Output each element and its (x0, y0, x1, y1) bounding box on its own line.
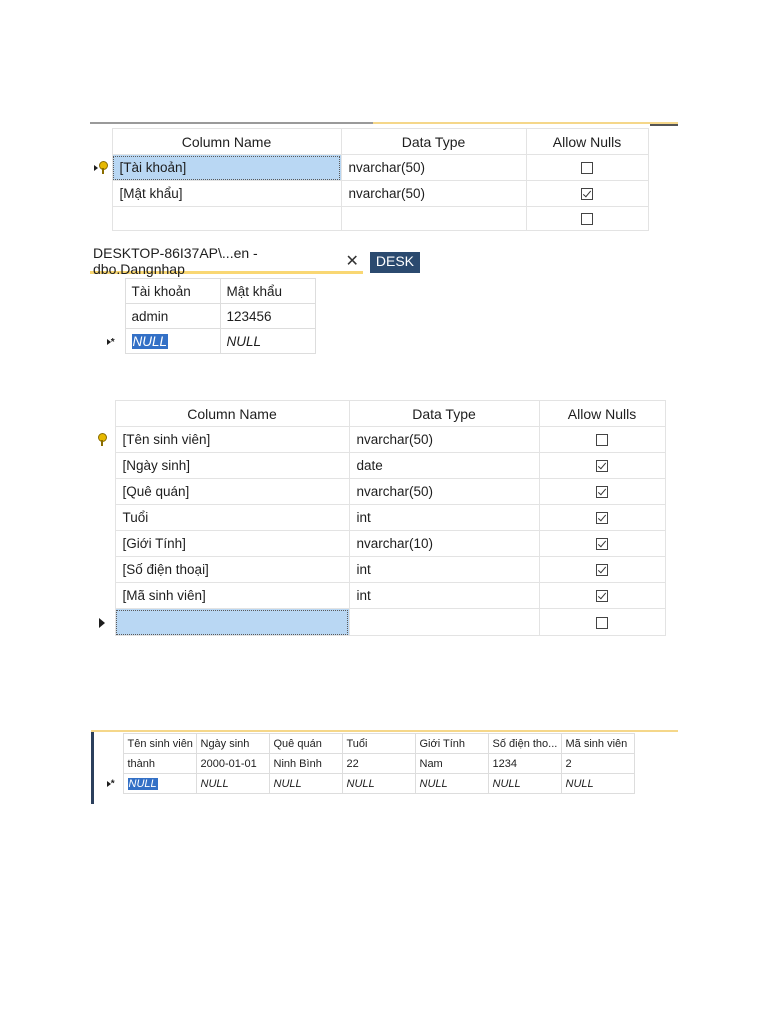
row-selector[interactable] (90, 453, 115, 479)
column-name-cell[interactable]: [Quê quán] (115, 479, 349, 505)
table-row[interactable] (90, 427, 665, 453)
data-type-cell[interactable]: date (349, 453, 539, 479)
row-selector[interactable] (90, 181, 112, 207)
allow-nulls-checkbox[interactable] (581, 213, 593, 225)
column-name-cell[interactable]: [Số điện thoại] (115, 557, 349, 583)
table-row[interactable] (90, 207, 648, 231)
student-data-grid (94, 733, 635, 794)
table-cell[interactable]: 22 (342, 754, 415, 774)
new-row-star-icon: * (110, 336, 114, 348)
document-tab-strip (90, 244, 420, 277)
grid-top-edge-accent (91, 730, 678, 732)
row-selector[interactable] (90, 304, 125, 329)
new-row[interactable] (90, 609, 665, 636)
column-name-header: Column Name (115, 401, 349, 427)
allow-nulls-cell[interactable] (539, 479, 665, 505)
table-row[interactable] (90, 557, 665, 583)
table-row[interactable] (90, 453, 665, 479)
row-selector[interactable] (90, 505, 115, 531)
allow-nulls-cell[interactable] (539, 583, 665, 609)
row-selector-header (90, 129, 112, 155)
row-selector[interactable] (90, 329, 125, 354)
table-cell[interactable]: 1234 (488, 754, 561, 774)
table-row[interactable] (90, 505, 665, 531)
grid-top-edge (90, 122, 373, 124)
column-name-cell[interactable]: Tuổi (115, 505, 349, 531)
allow-nulls-header: Allow Nulls (526, 129, 648, 155)
allow-nulls-checkbox[interactable] (596, 538, 608, 550)
allow-nulls-checkbox[interactable] (596, 512, 608, 524)
data-type-cell[interactable]: nvarchar(50) (341, 155, 526, 181)
data-type-cell[interactable]: int (349, 557, 539, 583)
column-header[interactable]: Tên sinh viên (123, 734, 196, 754)
table-cell[interactable]: NULL (269, 774, 342, 794)
data-type-cell[interactable]: int (349, 505, 539, 531)
student-design-grid (90, 400, 666, 636)
allow-nulls-cell[interactable] (539, 453, 665, 479)
row-selector[interactable] (90, 609, 115, 636)
row-selector[interactable] (90, 427, 115, 453)
table-row[interactable] (90, 531, 665, 557)
column-name-cell[interactable] (112, 207, 341, 231)
table-cell[interactable]: NULL (125, 329, 220, 354)
row-selector-header (90, 401, 115, 427)
row-selector[interactable] (90, 583, 115, 609)
table-row[interactable] (94, 754, 634, 774)
design-table (90, 400, 666, 636)
allow-nulls-checkbox[interactable] (596, 590, 608, 602)
allow-nulls-cell[interactable] (539, 557, 665, 583)
table-cell[interactable]: 2000-01-01 (196, 754, 269, 774)
row-selector[interactable] (90, 207, 112, 231)
allow-nulls-checkbox[interactable] (581, 188, 593, 200)
login-design-grid (90, 128, 649, 231)
data-type-cell[interactable] (349, 609, 539, 636)
current-row-arrow-icon (99, 618, 105, 628)
table-row[interactable] (90, 155, 648, 181)
table-row[interactable] (90, 479, 665, 505)
grid-top-edge-accent (373, 122, 678, 124)
data-type-cell[interactable]: nvarchar(10) (349, 531, 539, 557)
allow-nulls-cell[interactable] (539, 505, 665, 531)
row-selector[interactable] (90, 155, 112, 181)
allow-nulls-cell[interactable] (526, 207, 648, 231)
allow-nulls-cell[interactable] (526, 155, 648, 181)
allow-nulls-checkbox[interactable] (581, 162, 593, 174)
table-cell[interactable]: 2 (561, 754, 634, 774)
row-selector[interactable] (90, 557, 115, 583)
results-table (90, 278, 316, 354)
new-row-star-icon: * (110, 778, 114, 790)
tab-desktop[interactable]: DESK (370, 252, 420, 273)
column-header[interactable]: Mật khẩu (220, 279, 315, 304)
column-header[interactable]: Mã sinh viên (561, 734, 634, 754)
row-selector-header (90, 279, 125, 304)
data-type-cell[interactable]: nvarchar(50) (349, 427, 539, 453)
login-data-grid (90, 278, 316, 354)
primary-key-icon (98, 161, 108, 175)
table-cell[interactable]: Ninh Bình (269, 754, 342, 774)
data-type-header: Data Type (349, 401, 539, 427)
table-cell[interactable]: thành (123, 754, 196, 774)
allow-nulls-cell[interactable] (539, 427, 665, 453)
data-type-header: Data Type (341, 129, 526, 155)
new-row[interactable] (90, 329, 315, 354)
data-type-cell[interactable]: nvarchar(50) (341, 181, 526, 207)
column-name-cell[interactable]: [Mật khẩu] (112, 181, 341, 207)
data-type-cell[interactable] (341, 207, 526, 231)
data-type-cell[interactable]: nvarchar(50) (349, 479, 539, 505)
table-cell[interactable]: NULL (220, 329, 315, 354)
table-cell[interactable]: NULL (196, 774, 269, 794)
row-selector[interactable] (90, 479, 115, 505)
allow-nulls-checkbox[interactable] (596, 460, 608, 472)
column-header[interactable]: Tài khoản (125, 279, 220, 304)
table-row[interactable] (90, 583, 665, 609)
row-selector[interactable] (94, 754, 123, 774)
table-cell[interactable]: 123456 (220, 304, 315, 329)
column-name-cell[interactable] (115, 609, 349, 636)
table-cell[interactable]: NULL (415, 774, 488, 794)
design-table (90, 128, 649, 231)
column-name-cell[interactable]: [Ngày sinh] (115, 453, 349, 479)
primary-key-icon (97, 433, 107, 447)
table-row[interactable] (90, 304, 315, 329)
tab-dbo-dangnhap[interactable] (90, 244, 363, 277)
close-icon[interactable]: ✕ (345, 252, 359, 270)
data-type-cell[interactable]: int (349, 583, 539, 609)
allow-nulls-checkbox[interactable] (596, 486, 608, 498)
column-header[interactable]: Quê quán (269, 734, 342, 754)
column-header[interactable]: Số điện tho... (488, 734, 561, 754)
row-selector[interactable] (90, 531, 115, 557)
tab-title: DESKTOP-86I37AP\...en - dbo.Dangnhap (93, 244, 258, 277)
table-cell[interactable]: Nam (415, 754, 488, 774)
column-header[interactable]: Tuổi (342, 734, 415, 754)
new-row[interactable] (94, 774, 634, 794)
grid-top-edge-right (650, 124, 678, 126)
allow-nulls-checkbox[interactable] (596, 564, 608, 576)
allow-nulls-cell[interactable] (526, 181, 648, 207)
column-name-cell[interactable]: [Tên sinh viên] (115, 427, 349, 453)
allow-nulls-checkbox[interactable] (596, 617, 608, 629)
column-name-cell[interactable]: [Mã sinh viên] (115, 583, 349, 609)
column-header[interactable]: Ngày sinh (196, 734, 269, 754)
results-table (94, 733, 635, 794)
column-name-cell[interactable]: [Giới Tính] (115, 531, 349, 557)
allow-nulls-cell[interactable] (539, 609, 665, 636)
allow-nulls-header: Allow Nulls (539, 401, 665, 427)
column-header[interactable]: Giới Tính (415, 734, 488, 754)
table-row[interactable] (90, 181, 648, 207)
table-cell[interactable]: NULL (561, 774, 634, 794)
allow-nulls-cell[interactable] (539, 531, 665, 557)
row-selector[interactable] (94, 774, 123, 794)
table-cell[interactable]: admin (125, 304, 220, 329)
allow-nulls-checkbox[interactable] (596, 434, 608, 446)
column-name-cell[interactable]: [Tài khoản] (112, 155, 341, 181)
table-cell[interactable]: NULL (342, 774, 415, 794)
table-cell[interactable]: NULL (488, 774, 561, 794)
column-name-header: Column Name (112, 129, 341, 155)
row-selector-header (94, 734, 123, 754)
table-cell[interactable]: NULL (123, 774, 196, 794)
